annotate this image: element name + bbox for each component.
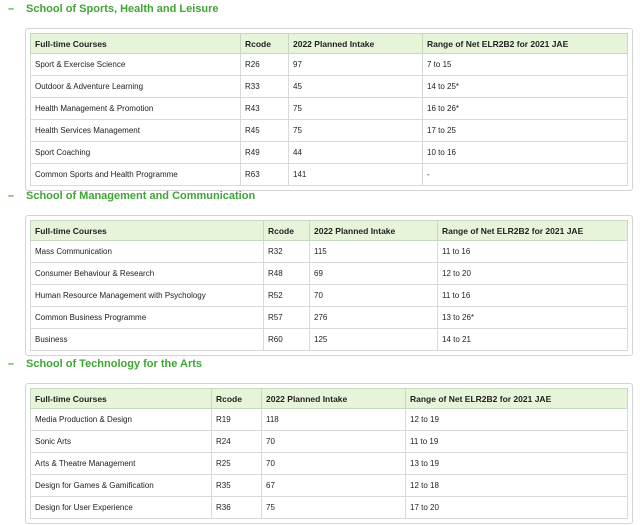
table-row: Design for User Experience R36 75 17 to 20: [31, 497, 628, 519]
table-row: Sport & Exercise Science R26 97 7 to 15: [31, 54, 628, 76]
table-header-row: [31, 34, 628, 54]
table-technology: [25, 383, 633, 524]
table-row: Health Management & Promotion R43 75 16 to 26*: [31, 98, 628, 120]
table-row: Outdoor & Adventure Learning R33 45 14 to 25*: [31, 76, 628, 98]
table-management: [25, 215, 633, 356]
table-row: Arts & Theatre Management R25 70 13 to 19: [31, 453, 628, 475]
table-row: Media Production & Design R19 118 12 to 19: [31, 409, 628, 431]
table-row: Common Business Programme R57 276 13 to 26*: [31, 307, 628, 329]
header-rcode: Rcode: [264, 221, 310, 241]
table-row: Design for Games & Gamification R35 67 12 to 18: [31, 475, 628, 497]
table-row: Consumer Behaviour & Research R48 69 12 to 20: [31, 263, 628, 285]
table-sports: [25, 28, 633, 191]
header-courses: Full-time Courses: [31, 389, 212, 409]
header-intake: 2022 Planned Intake: [310, 221, 438, 241]
header-rcode: Rcode: [241, 34, 289, 54]
section-title-technology: – School of Technology for the Arts: [8, 358, 202, 370]
table-row: Sonic Arts R24 70 11 to 19: [31, 431, 628, 453]
header-rcode: Rcode: [212, 389, 262, 409]
table-row: Health Services Management R45 75 17 to 25: [31, 120, 628, 142]
table-row: Sport Coaching R49 44 10 to 16: [31, 142, 628, 164]
section-title-management: – School of Management and Communication: [8, 190, 256, 202]
header-range: Range of Net ELR2B2 for 2021 JAE: [423, 34, 628, 54]
table-header-row: [31, 389, 628, 409]
table-row: Common Sports and Health Programme R63 141 -: [31, 164, 628, 186]
section-title-sports: – School of Sports, Health and Leisure: [8, 3, 219, 15]
header-range: Range of Net ELR2B2 for 2021 JAE: [438, 221, 628, 241]
header-intake: 2022 Planned Intake: [262, 389, 406, 409]
table-row: Human Resource Management with Psychology R52 70 11 to 16: [31, 285, 628, 307]
table-row: Mass Communication R32 115 11 to 16: [31, 241, 628, 263]
table-header-row: [31, 221, 628, 241]
header-intake: 2022 Planned Intake: [289, 34, 423, 54]
header-courses: Full-time Courses: [31, 221, 264, 241]
header-courses: Full-time Courses: [31, 34, 241, 54]
table-row: Business R60 125 14 to 21: [31, 329, 628, 351]
header-range: Range of Net ELR2B2 for 2021 JAE: [406, 389, 628, 409]
